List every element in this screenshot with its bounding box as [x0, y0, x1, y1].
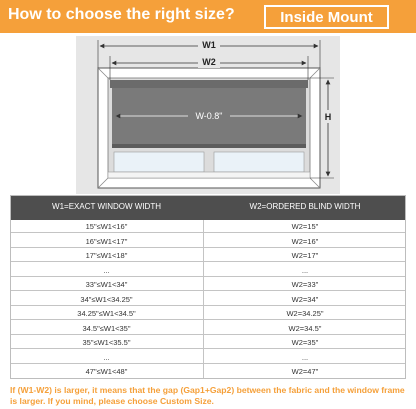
ordered-width-cell: W2=33" [291, 280, 319, 289]
exact-width-cell: 35"≤W1<35.5" [82, 338, 131, 347]
window-sill [108, 172, 310, 178]
w2-label: W2 [202, 57, 216, 67]
window-pane [214, 152, 304, 172]
ordered-width-cell: W2=34" [291, 294, 319, 304]
header-ordered-width: W2=ORDERED BLIND WIDTH [249, 202, 361, 211]
h-label: H [324, 112, 332, 122]
header-exact-width: W1=EXACT WINDOW WIDTH [52, 202, 161, 211]
ordered-width-cell: W2=35" [291, 338, 319, 347]
blind-bottom-bar [112, 144, 306, 148]
ordered-width-cell: W2=47" [291, 367, 319, 376]
window-pane [114, 152, 204, 172]
ordered-width-cell: W2=17" [291, 251, 319, 260]
mount-type-label: Inside Mount [280, 9, 373, 26]
ordered-width-cell: W2=15" [291, 222, 319, 231]
exact-width-cell: ... [103, 265, 110, 275]
page-title: How to choose the right size? [8, 6, 235, 23]
w1-label: W1 [202, 40, 216, 50]
ordered-width-cell: W2=34.5" [288, 323, 322, 333]
exact-width-cell: 16"≤W1<17" [85, 236, 128, 246]
header-banner [0, 0, 416, 33]
size-table [10, 195, 406, 379]
mount-type-badge [264, 5, 389, 29]
exact-width-cell: 33"≤W1<34" [85, 280, 128, 289]
ordered-width-cell: ... [301, 265, 309, 275]
window-diagram [76, 36, 340, 194]
ordered-width-cell: ... [301, 352, 309, 362]
exact-width-cell: ... [103, 352, 110, 362]
ordered-width-cell: W2=16" [291, 236, 319, 246]
ordered-width-cell: W2=34.25" [286, 309, 324, 318]
exact-width-cell: 34.5"≤W1<35" [82, 323, 131, 333]
blind-headrail [110, 80, 308, 88]
exact-width-cell: 34.25"≤W1<34.5" [77, 309, 136, 318]
exact-width-cell: 15"≤W1<16" [85, 222, 128, 231]
table-border [10, 195, 406, 379]
gap-note: If (W1-W2) is larger, it means that the gap (Gap1+Gap2) between the fabric and the window frame is larger. If you mind, please choose Custom Size. [10, 385, 405, 406]
window-diagram-svg [76, 36, 340, 194]
exact-width-cell: 34"≤W1<34.25" [80, 294, 133, 304]
exact-width-cell: 47"≤W1<48" [85, 367, 128, 376]
exact-width-cell: 17"≤W1<18" [85, 251, 128, 260]
fabric-width-label: W-0.8" [195, 111, 223, 121]
